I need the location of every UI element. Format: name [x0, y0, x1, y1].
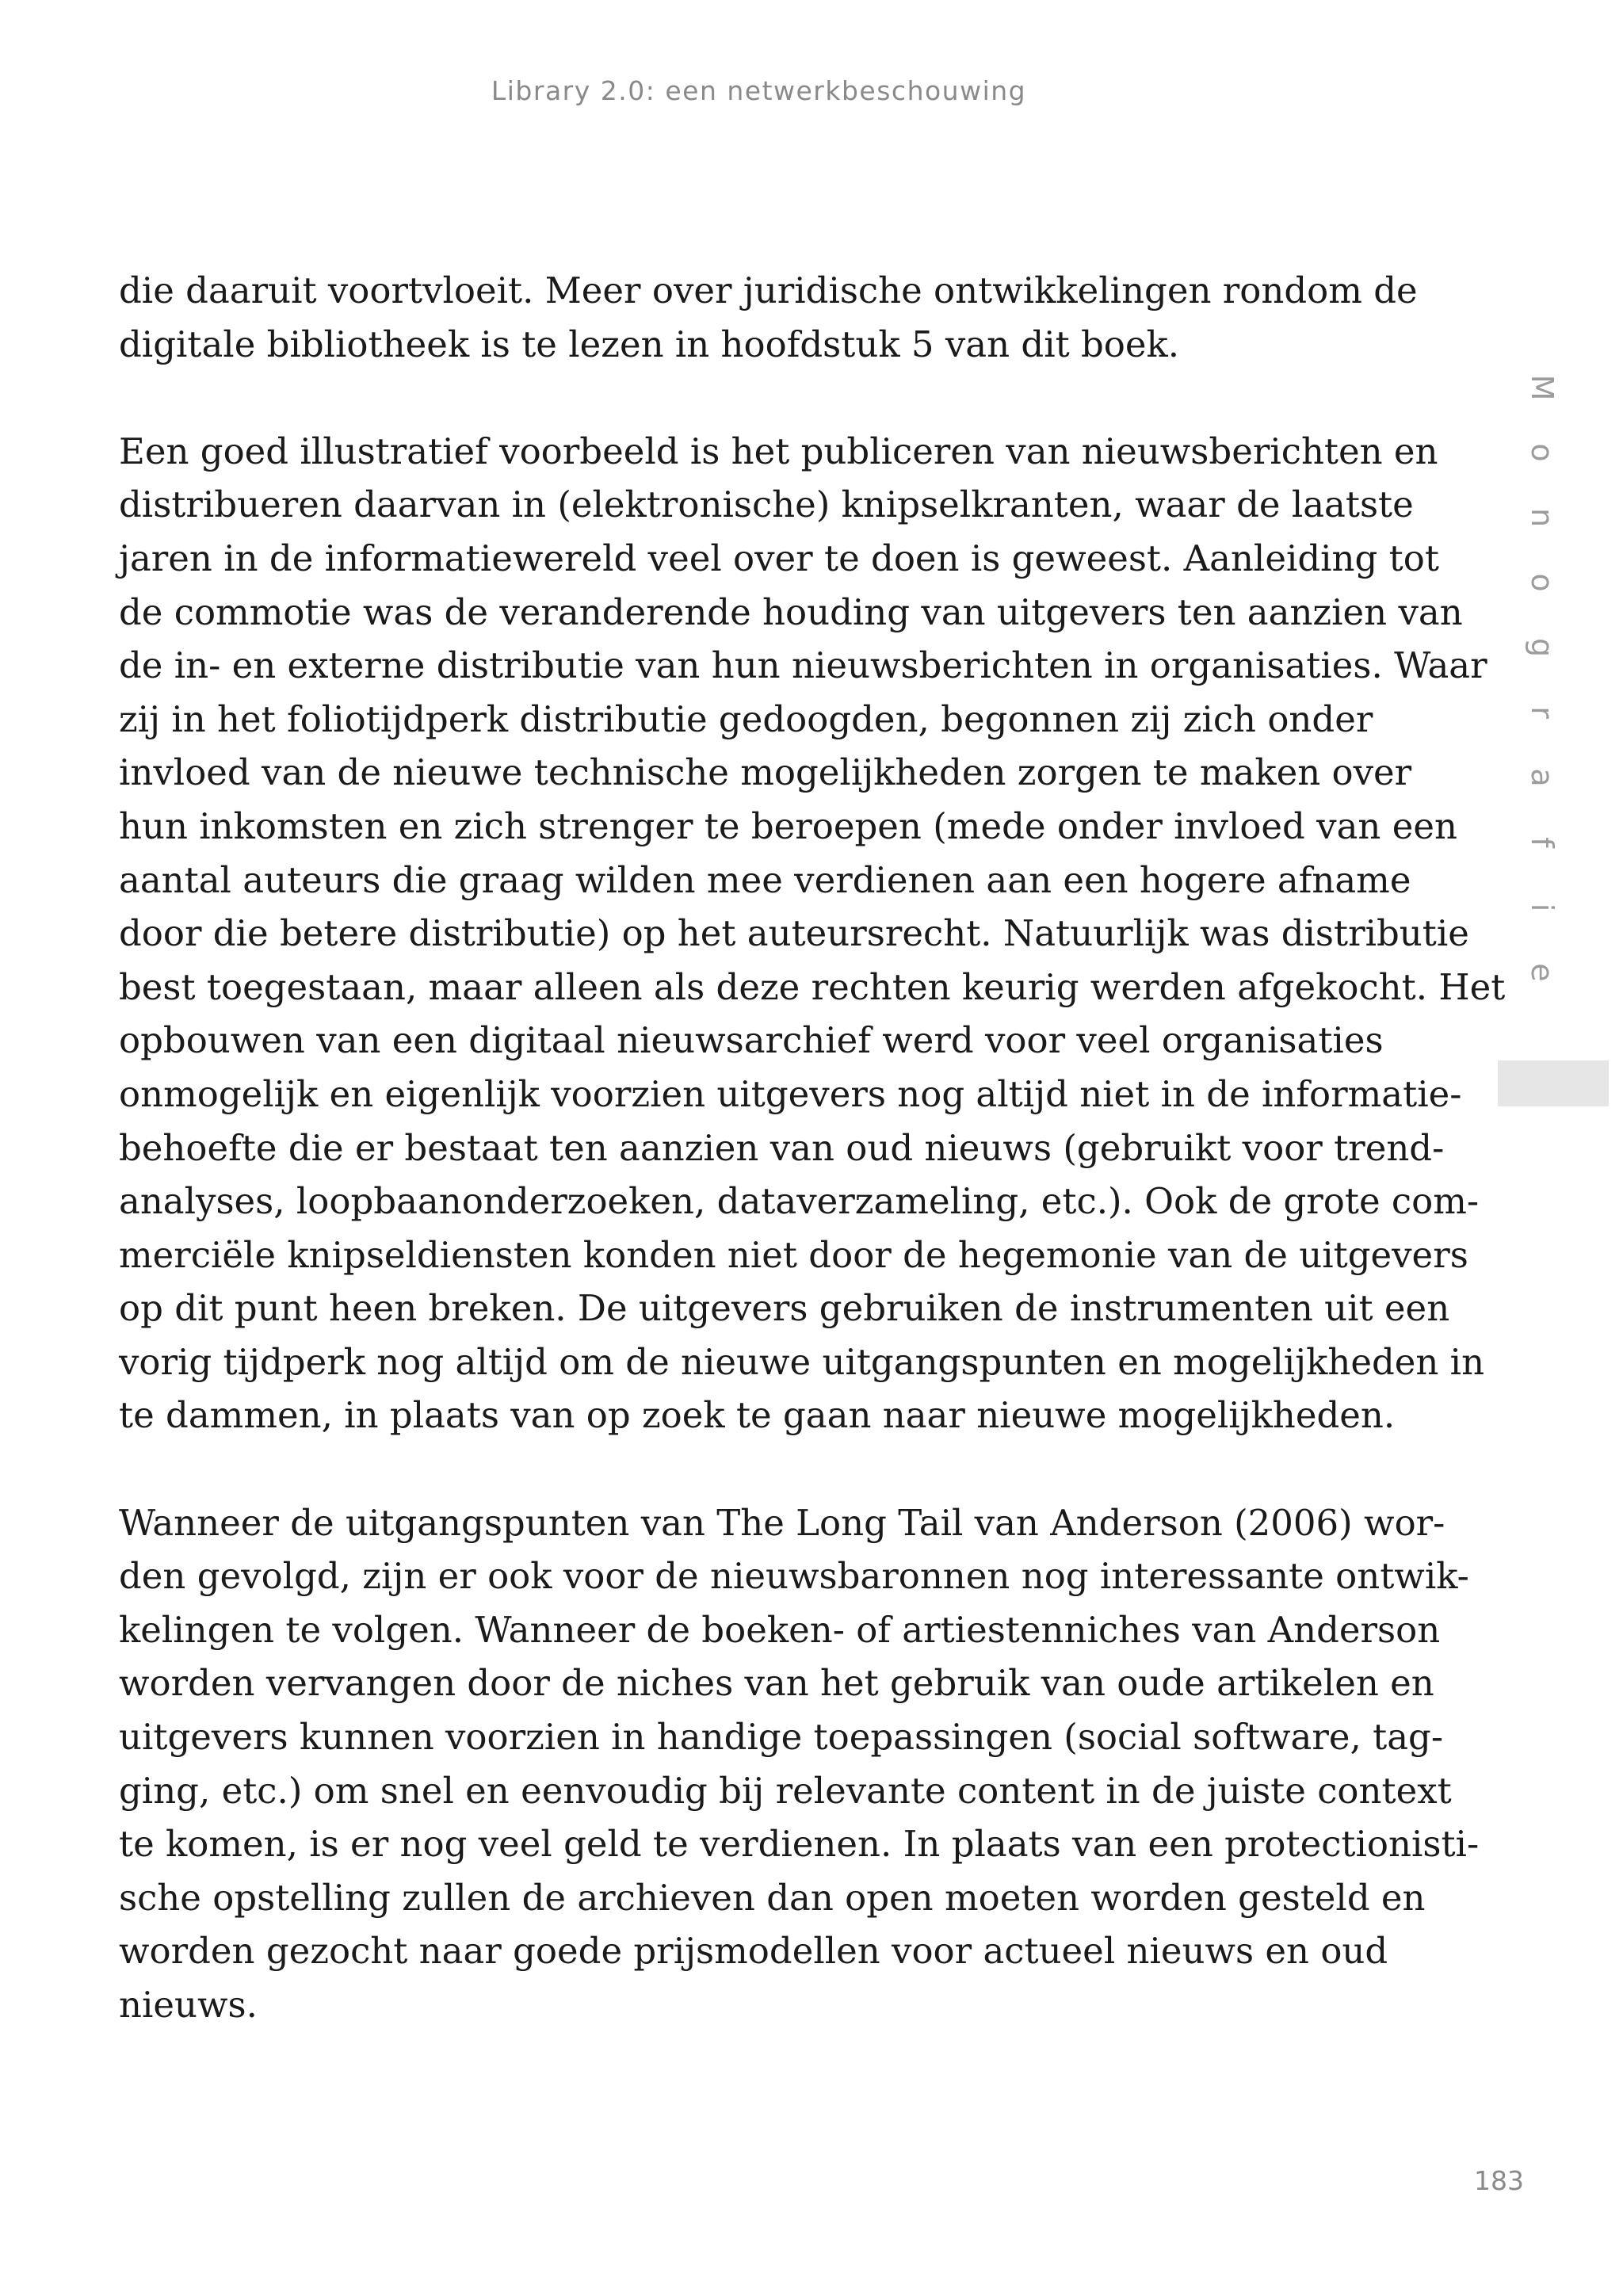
- section-thumb-tab: [1498, 1060, 1609, 1106]
- text-line: best toegestaan, maar alleen als deze rechten keurig werden afgekocht. Het: [119, 965, 1506, 1008]
- paragraph-3: [119, 1496, 1480, 2032]
- text-line: analyses, loopbaanonderzoeken, dataverzameling, etc.). Ook de grote com-: [119, 1180, 1480, 1223]
- paragraph-2: [119, 425, 1506, 1442]
- body-text: [119, 264, 1506, 2085]
- side-label-letter: a: [1525, 768, 1560, 787]
- text-line: merciële knipseldiensten konden niet door de hegemonie van de uitgevers: [119, 1233, 1468, 1276]
- text-line: die daaruit voortvloeit. Meer over juridische ontwikkelingen rondom de: [119, 269, 1418, 311]
- side-label-letter: g: [1525, 637, 1560, 658]
- text-line: onmogelijk en eigenlijk voorzien uitgevers nog altijd niet in de informatie-: [119, 1072, 1462, 1115]
- text-line: de commotie was de veranderende houding van uitgevers ten aanzien van: [119, 590, 1463, 633]
- text-line: vorig tijdperk nog altijd om de nieuwe uitgangspunten en mogelijkheden in: [119, 1340, 1485, 1383]
- text-line: op dit punt heen breken. De uitgevers gebruiken de instrumenten uit een: [119, 1287, 1450, 1330]
- text-line: Wanneer de uitgangspunten van The Long Tail van Anderson (2006) wor-: [119, 1501, 1445, 1544]
- text-line: den gevolgd, zijn er ook voor de nieuwsbaronnen nog interessante ontwik-: [119, 1555, 1469, 1598]
- text-line: uitgevers kunnen voorzien in handige toepassingen (social software, tag-: [119, 1716, 1444, 1759]
- text-line: hun inkomsten en zich strenger te beroepen (mede onder invloed van een: [119, 804, 1457, 847]
- text-line: sche opstelling zullen de archieven dan open moeten worden gesteld en: [119, 1876, 1426, 1919]
- side-label-letter: r: [1525, 706, 1560, 719]
- text-line: aantal auteurs die graag wilden mee verdienen aan een hogere afname: [119, 858, 1411, 901]
- paragraph-1: [119, 264, 1419, 371]
- text-line: de in- en externe distributie van hun nieuwsberichten in organisaties. Waar: [119, 644, 1487, 687]
- text-line: digitale bibliotheek is te lezen in hoofdstuk 5 van dit boek.: [119, 323, 1180, 365]
- side-label-letter: i: [1525, 903, 1560, 912]
- text-line: Een goed illustratief voorbeeld is het publiceren van nieuwsberichten en: [119, 430, 1438, 472]
- text-line: zij in het foliotijdperk distributie gedoogden, begonnen zij zich onder: [119, 697, 1373, 740]
- text-line: worden vervangen door de niches van het gebruik van oude artikelen en: [119, 1662, 1434, 1705]
- text-line: jaren in de informatiewereld veel over te doen is geweest. Aanleiding tot: [119, 537, 1439, 579]
- text-line: worden gezocht naar goede prijsmodellen voor actueel nieuws en oud: [119, 1930, 1388, 1973]
- text-line: door die betere distributie) op het auteursrecht. Natuurlijk was distributie: [119, 912, 1469, 955]
- text-line: te dammen, in plaats van op zoek te gaan naar nieuwe mogelijkheden.: [119, 1394, 1396, 1437]
- side-label-letter: e: [1525, 963, 1560, 982]
- side-label-letter: f: [1525, 837, 1560, 848]
- text-line: distribueren daarvan in (elektronische) knipselkranten, waar de laatste: [119, 483, 1414, 526]
- side-label-letter: n: [1525, 507, 1560, 528]
- running-header: Library 2.0: een netwerkbeschouwing: [491, 75, 1027, 106]
- side-label-letter: M: [1525, 374, 1560, 401]
- text-line: behoefte die er bestaat ten aanzien van oud nieuws (gebruikt voor trend-: [119, 1126, 1445, 1169]
- text-line: opbouwen van een digitaal nieuwsarchief werd voor veel organisaties: [119, 1019, 1384, 1062]
- text-line: ging, etc.) om snel en eenvoudig bij relevante content in de juiste context: [119, 1769, 1452, 1812]
- side-label-letter: o: [1525, 573, 1560, 592]
- side-section-label: [1510, 355, 1560, 1005]
- side-label-letter: o: [1525, 443, 1560, 462]
- page-number: 183: [1474, 2165, 1524, 2196]
- text-line: invloed van de nieuwe technische mogelijkheden zorgen te maken over: [119, 751, 1412, 794]
- text-line: te komen, is er nog veel geld te verdienen. In plaats van een protectionisti-: [119, 1823, 1480, 1866]
- text-line: nieuws.: [119, 1984, 258, 2026]
- text-line: kelingen te volgen. Wanneer de boeken- of artiestenniches van Anderson: [119, 1608, 1441, 1651]
